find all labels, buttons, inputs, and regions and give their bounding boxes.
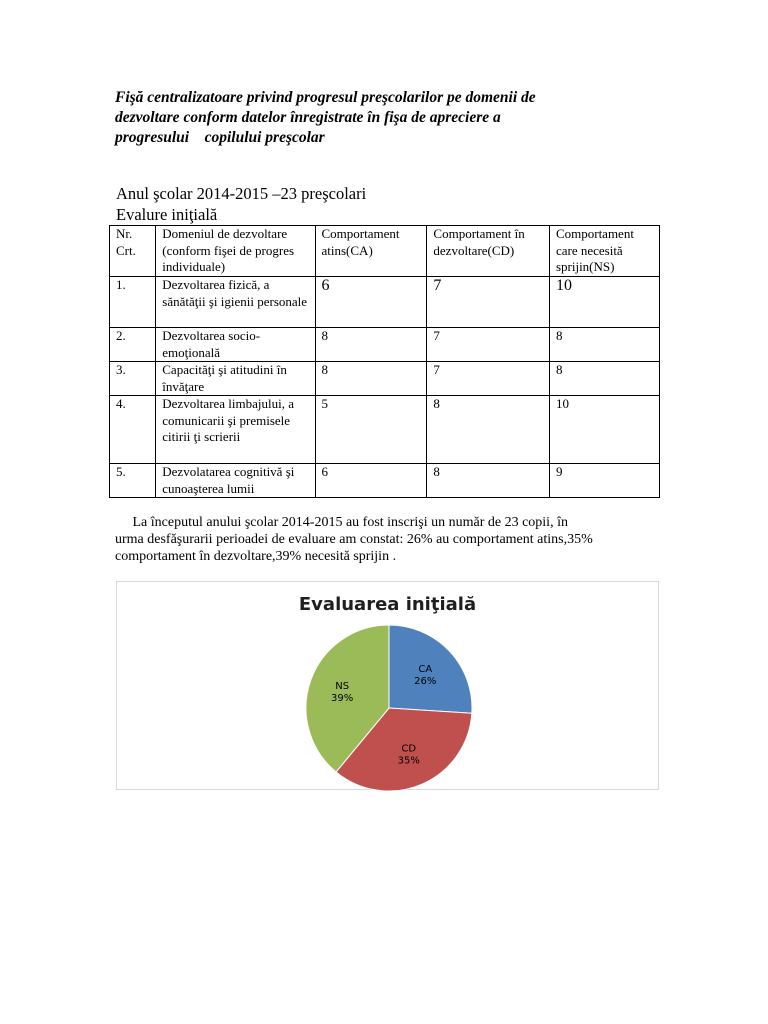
document-heading [115,88,675,148]
heading-line-3: progresului copilului preşcolar [115,129,325,146]
table-row [110,328,660,362]
cell-ns: 9 [549,464,659,498]
cell-ca: 8 [315,362,427,396]
table-header-row [110,226,660,277]
cell-nr: 3. [110,362,156,396]
cell-ca-value: 6 [321,277,330,294]
cell-ca [315,277,427,328]
cell-ns-value: 10 [555,277,572,294]
cell-domain: Dezvoltarea fizică, a sănătăţii şi igienii personale [156,277,315,328]
slice-value-cd: 35% [397,755,420,767]
slice-label-ca: CA [418,663,433,675]
cell-ns: 8 [549,328,659,362]
progress-table [109,225,660,498]
cell-ns [549,277,659,328]
cell-cd [427,277,550,328]
header-domain: Domeniul de dezvoltare (conform fişei de progres individuale) [156,226,315,277]
pie-chart [116,581,659,790]
pie-chart-canvas [117,582,660,791]
chart-title: Evaluarea iniţială [298,594,477,615]
cell-cd: 8 [427,396,550,464]
cell-domain: Dezvoltarea limbajului, a comunicarii şi premisele citirii ţi scrierii [156,396,315,464]
cell-nr: 5. [110,464,156,498]
header-ns: Comportament care necesită sprijin(NS) [549,226,659,277]
header-ca: Comportament atins(CA) [315,226,427,277]
cell-domain: Dezvolatarea cognitivă şi cunoaşterea lumii [156,464,315,498]
table-row [110,396,660,464]
cell-ca: 8 [315,328,427,362]
slice-value-ns: 39% [331,693,354,705]
cell-ca: 6 [315,464,427,498]
cell-domain: Capacităţi şi atitudini în învăţare [156,362,315,396]
paragraph-line-3: comportament în dezvoltare,39% necesită sprijin . [115,549,397,564]
slice-value-ca: 26% [414,675,437,687]
cell-ns: 10 [549,396,659,464]
cell-ns: 8 [549,362,659,396]
paragraph-line-1: La începutul anului şcolar 2014-2015 au fost inscrişi un număr de 23 copii, în [115,515,568,530]
evaluation-label: Evalure iniţială [116,205,218,224]
cell-nr: 2. [110,328,156,362]
slice-label-cd: CD [401,743,417,755]
table-row [110,277,660,328]
cell-domain: Dezvoltarea socio-emoţională [156,328,315,362]
cell-cd: 7 [427,362,550,396]
header-nr: Nr. Crt. [110,226,156,277]
table-row [110,362,660,396]
table-row [110,464,660,498]
heading-line-2: dezvoltare conform datelor înregistrate în fişa de apreciere a [115,109,501,126]
header-cd: Comportament în dezvoltare(CD) [427,226,550,277]
school-year-line: Anul şcolar 2014-2015 –23 preşcolari [116,184,367,203]
cell-ca: 5 [315,396,427,464]
summary-paragraph [115,514,660,565]
cell-nr: 1. [110,277,156,328]
slice-label-ns: NS [335,681,350,693]
heading-line-1: Fişă centralizatoare privind progresul preşcolarilor pe domenii de [115,89,536,106]
cell-cd-value: 7 [433,277,442,294]
cell-cd: 7 [427,328,550,362]
cell-nr: 4. [110,396,156,464]
cell-cd: 8 [427,464,550,498]
paragraph-line-2: urma desfăşurarii perioadei de evaluare am constat: 26% au comportament atins,35% [115,532,593,547]
